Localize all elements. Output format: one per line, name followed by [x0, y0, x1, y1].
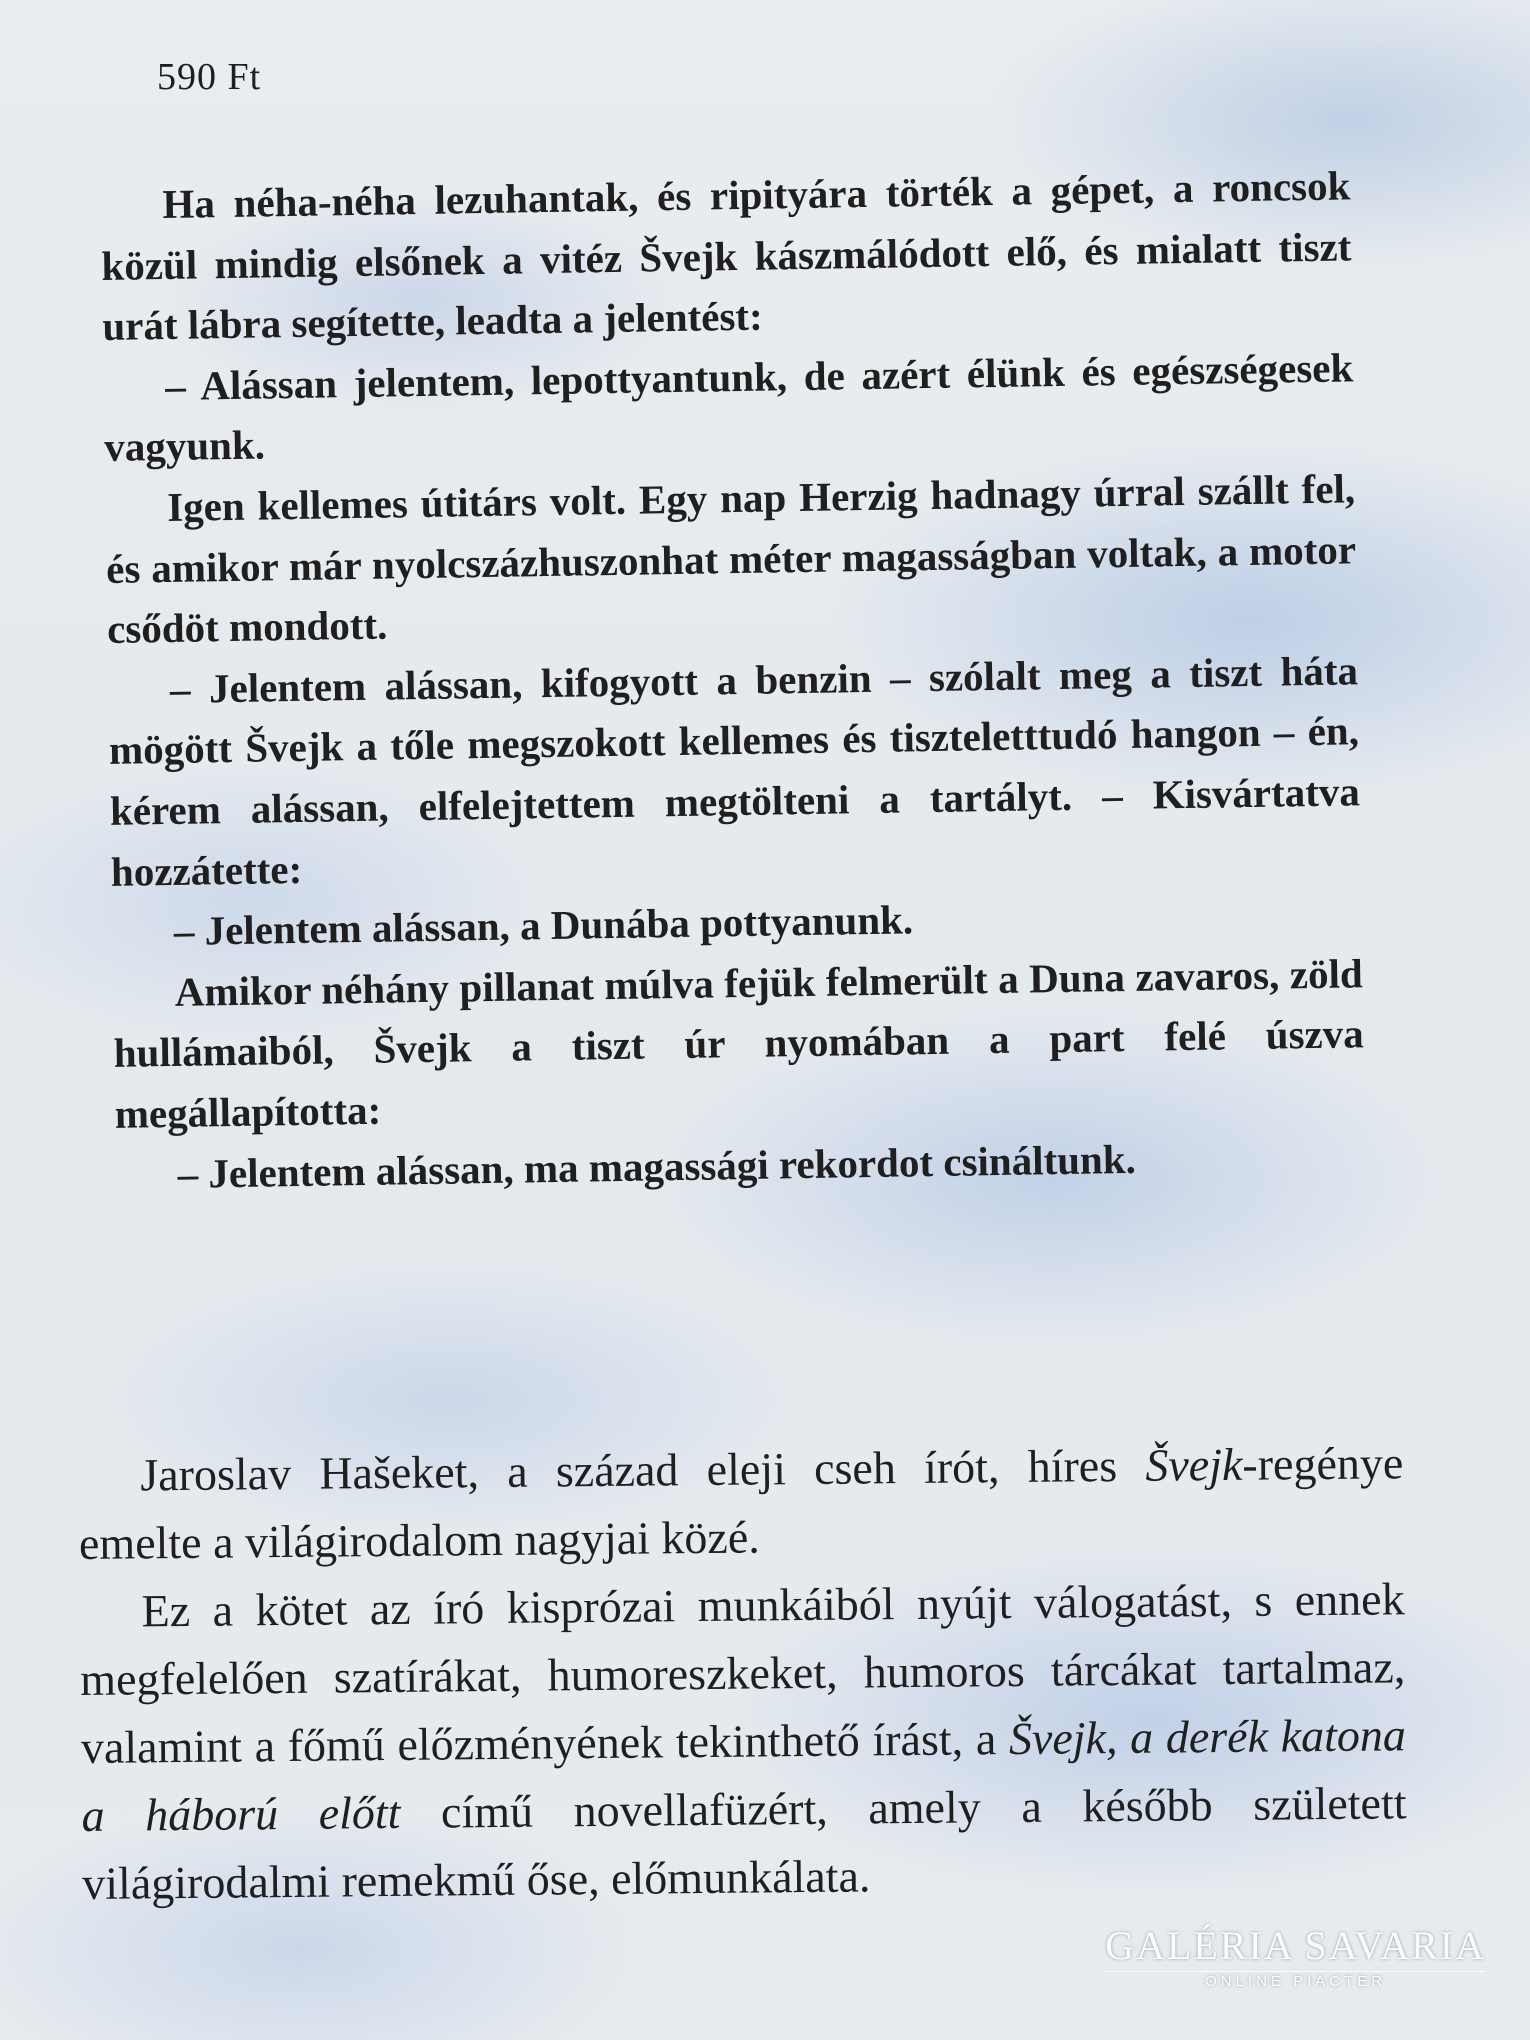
book-excerpt [100, 155, 1366, 1205]
excerpt-paragraph: Igen kellemes útitárs volt. Egy nap Herzig hadnagy úrral szállt fel, és amikor már nyolcszázhuszonhat méter magasságban voltak, a motor csődöt mondott. [105, 465, 1357, 653]
excerpt-paragraph: Amikor néhány pillanat múlva fejük felmerült a Duna zavaros, zöld hullámaiból, Švejk a tiszt úr nyomában a part felé úszva megállapította: [113, 949, 1365, 1137]
novella-title-italic: Švejk, a derék katona a háború előtt [81, 1709, 1407, 1841]
excerpt-paragraph: – Jelentem alássan, kifogyott a benzin – szólalt meg a tiszt háta mögött Švejk a tőle megszokott kellemes és tiszteletttudó hangon – én, kérem alássan, elfelejtettem megtölteni a tartályt. – Kisvártatva hozzátette: [108, 647, 1361, 895]
excerpt-paragraph: – Alássan jelentem, lepottyantunk, de azért élünk és egészségesek vagyunk. [103, 344, 1354, 471]
book-description [78, 1429, 1408, 1918]
description-text: Ez a kötet az író kisprózai munkáiból nyújt válogatást, s ennek megfelelően szatírákat, humoreszkeket, humoros tárcákat tartalmaz, valamint a főmű előzményének tekinthető írást, a [80, 1573, 1406, 1773]
description-text: Jaroslav Hašeket, a század eleji cseh írót, híres [140, 1439, 1146, 1501]
description-text: -regénye emelte a világirodalom nagyjai közé. [78, 1437, 1404, 1569]
description-paragraph [79, 1565, 1407, 1918]
book-title-italic: Švejk [1145, 1438, 1243, 1491]
excerpt-paragraph: Ha néha-néha lezuhantak, és ripityára törték a gépet, a roncsok közül mindig elsőnek a vitéz Švejk kászmálódott elő, és mialatt tiszt urát lábra segítette, leadta a jelentést: [101, 162, 1352, 350]
watermark-logo [1105, 1922, 1486, 1990]
watermark-subtitle: ONLINE PIACTÉR [1105, 1971, 1486, 1990]
price-label: 590 Ft [157, 56, 262, 98]
excerpt-paragraph: – Jelentem alássan, a Dunába pottyanunk. [173, 896, 914, 955]
excerpt-paragraph: – Jelentem alássan, ma magassági rekordot csináltunk. [177, 1135, 1137, 1197]
description-text: című novellafüzért, amely a később született világirodalmi remekmű őse, előmunkálata. [81, 1777, 1407, 1909]
watermark-name: GALÉRIA SAVARIA [1105, 1923, 1486, 1968]
description-paragraph [78, 1429, 1404, 1578]
